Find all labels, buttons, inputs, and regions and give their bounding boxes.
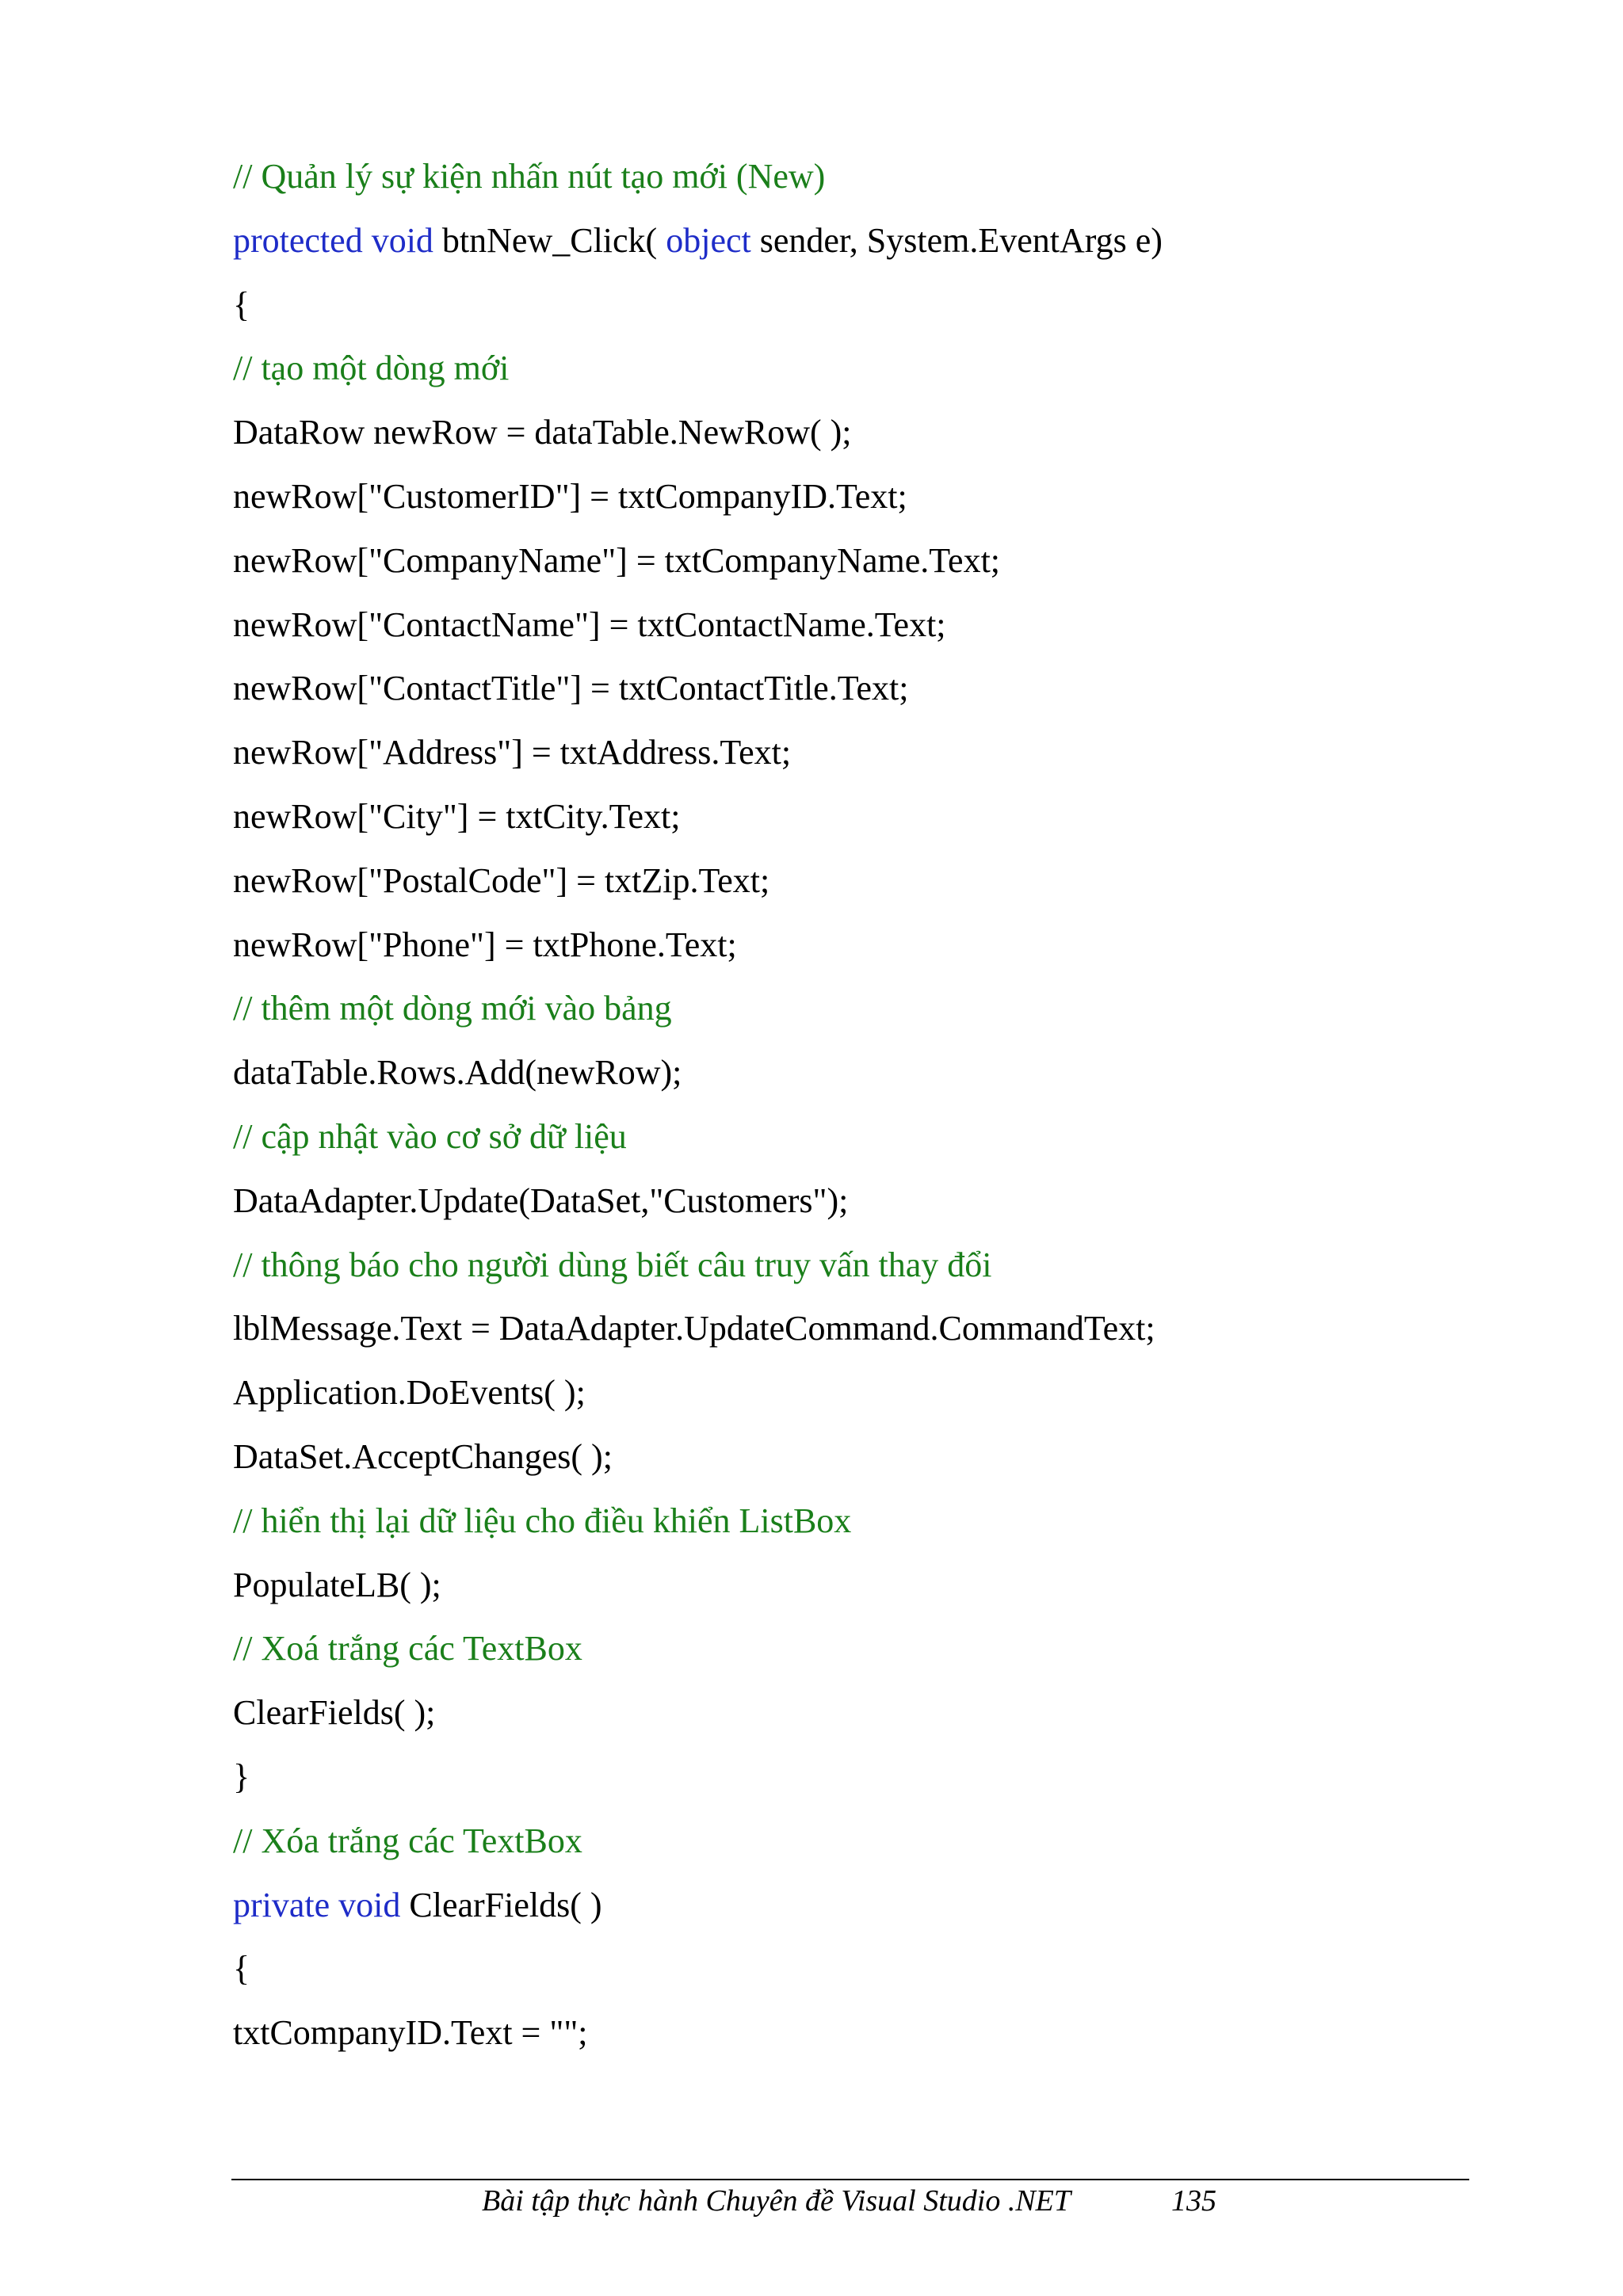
code-line: DataSet.AcceptChanges( ); xyxy=(233,1436,613,1476)
code-line: txtCompanyID.Text = ""; xyxy=(233,2013,588,2053)
code-comment: // Quản lý sự kiện nhấn nút tạo mới (New) xyxy=(233,157,826,196)
code-comment: // thông báo cho người dùng biết câu truy vấn thay đổi xyxy=(233,1245,992,1284)
code-comment: // tạo một dòng mới xyxy=(233,349,510,388)
code-comment: // thêm một dòng mới vào bảng xyxy=(233,989,672,1028)
keyword: object xyxy=(666,220,751,260)
code-comment: // cập nhật vào cơ sở dữ liệu xyxy=(233,1116,627,1156)
code-line: DataRow newRow = dataTable.NewRow( ); xyxy=(233,413,852,452)
code-line: ClearFields( ); xyxy=(233,1693,436,1733)
code-line: newRow["City"] = txtCity.Text; xyxy=(233,796,681,836)
footer-divider xyxy=(231,2179,1469,2180)
code-line: newRow["ContactName"] = txtContactName.Text; xyxy=(233,605,946,644)
code-line: newRow["PostalCode"] = txtZip.Text; xyxy=(233,860,770,900)
code-line: newRow["CustomerID"] = txtCompanyID.Text; xyxy=(233,476,907,516)
code-line: PopulateLB( ); xyxy=(233,1565,441,1604)
code-line: } xyxy=(233,1756,250,1796)
method-signature xyxy=(233,219,1163,283)
page-number: 135 xyxy=(1171,2184,1216,2218)
footer-title: Bài tập thực hành Chuyên đề Visual Studio .NET xyxy=(482,2184,1071,2218)
code-line: newRow["Address"] = txtAddress.Text; xyxy=(233,733,792,772)
code-listing xyxy=(233,154,1163,2075)
code-line: DataAdapter.Update(DataSet,"Customers"); xyxy=(233,1180,849,1220)
code-line: Application.DoEvents( ); xyxy=(233,1373,586,1413)
code-line: dataTable.Rows.Add(newRow); xyxy=(233,1053,682,1093)
code-text: ClearFields( ) xyxy=(400,1885,602,1924)
code-line: lblMessage.Text = DataAdapter.UpdateCommand.CommandText; xyxy=(233,1309,1155,1348)
code-line: newRow["CompanyName"] = txtCompanyName.Text; xyxy=(233,540,1001,580)
keyword: private void xyxy=(233,1885,401,1924)
code-comment: // hiển thị lại dữ liệu cho điều khiển ListBox xyxy=(233,1501,852,1540)
code-line: newRow["ContactTitle"] = txtContactTitle.Text; xyxy=(233,669,909,708)
code-text: sender, System.EventArgs e) xyxy=(750,220,1163,260)
code-line: newRow["Phone"] = txtPhone.Text; xyxy=(233,925,737,964)
code-comment: // Xoá trắng các TextBox xyxy=(233,1629,582,1669)
code-text: btnNew_Click( xyxy=(433,220,666,260)
code-comment: // Xóa trắng các TextBox xyxy=(233,1821,582,1860)
code-line: { xyxy=(233,284,250,324)
keyword: protected void xyxy=(233,220,433,260)
code-line: { xyxy=(233,1949,250,1989)
method-signature xyxy=(233,1883,1163,1947)
